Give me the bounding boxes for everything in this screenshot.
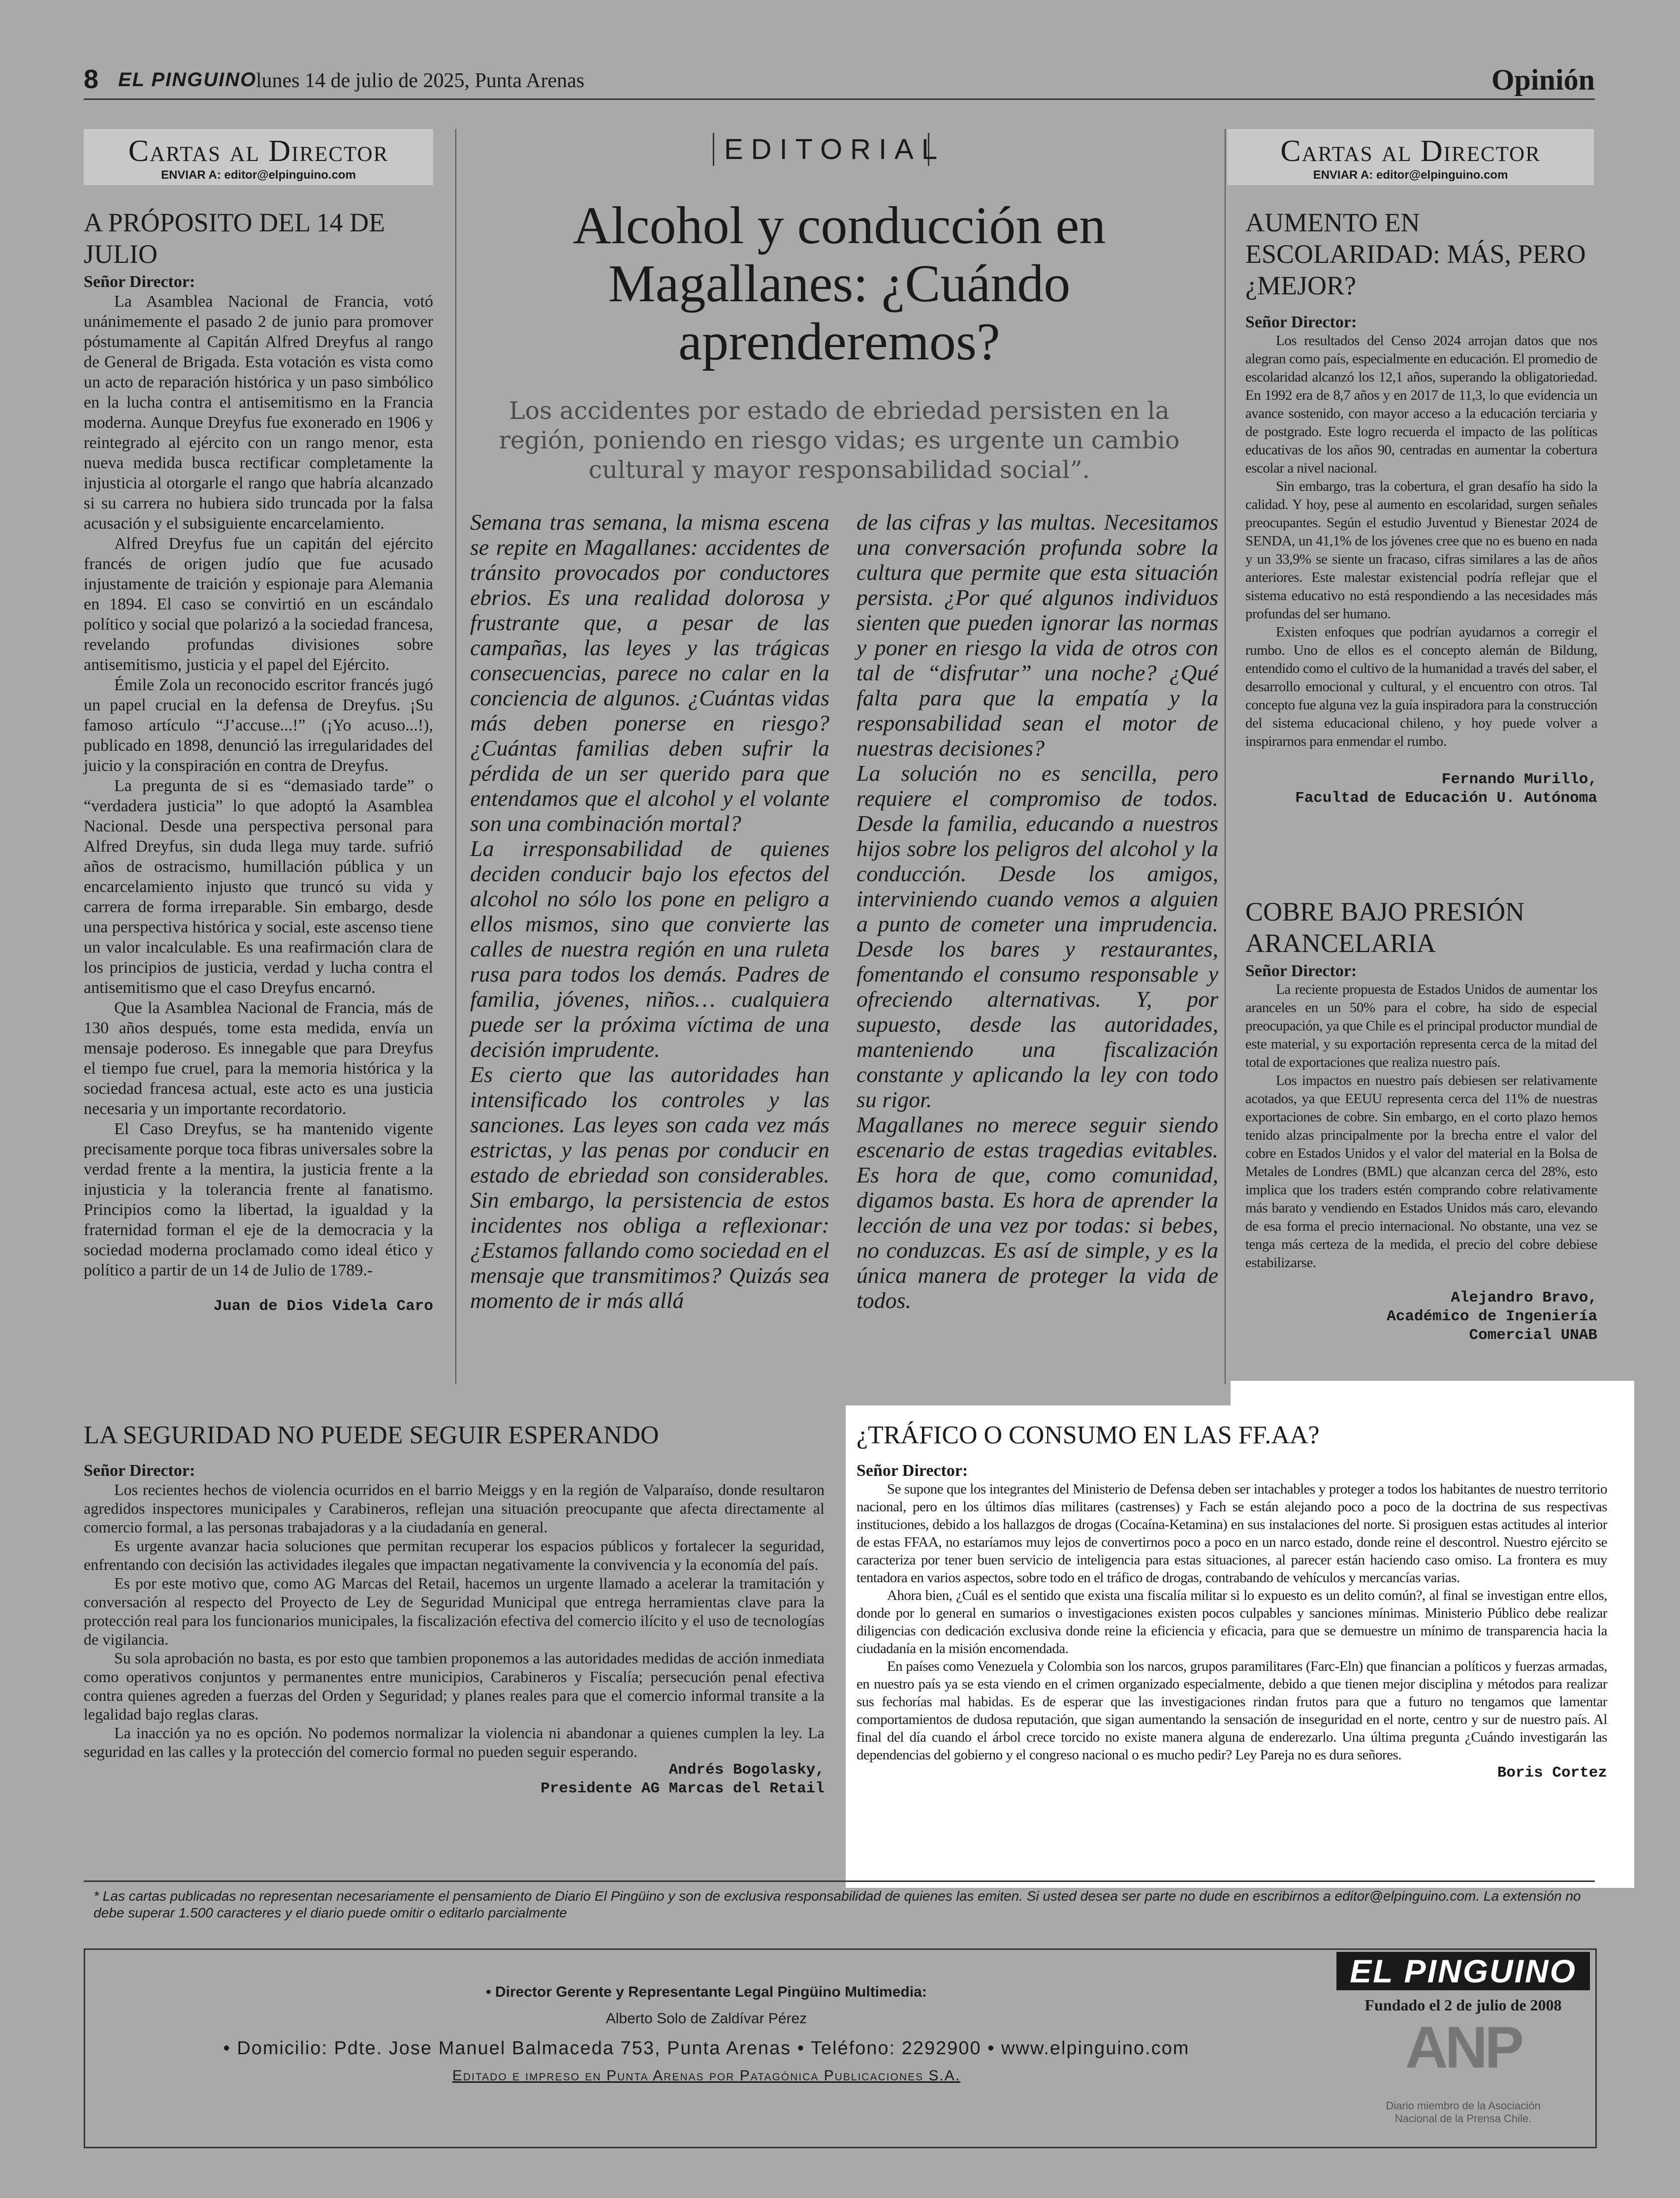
founded-date: Fundado el 2 de julio de 2008: [1364, 1996, 1562, 2014]
paragraph: Alfred Dreyfus fue un capitán del ejército francés de origen judío que fue acusado injustamente de traición y espionaje para Alemania en 1894. El caso se convirtió en un escándalo político y social que polarizó a la sociedad francesa, revelando profundas divisiones sobre antisemitismo, justicia y el papel del Ejército.: [84, 535, 433, 674]
paragraph: Sin embargo, tras la cobertura, el gran desafío ha sido la calidad. Y hoy, pese al aumento en escolaridad, surgen señales preocupantes. Según el estudio Juventud y Bienestar 2024 de SENDA, un 41,1% de los jóvenes cree que no es bueno en nada y un 33,9% se siente un fracaso, cifras similares a las de años anteriores. Este malestar existencial podría reflejar que el sistema educativo no está respondiendo a las necesidades más profundas del ser humano.: [1245, 478, 1597, 622]
footer-printed-by: Editado e impreso en Punta Arenas por Patagónica Publicaciones S.A.: [452, 2068, 961, 2084]
cartas-header-left: [84, 129, 433, 185]
column-divider: [1225, 129, 1226, 1384]
signature-name: Andrés Bogolasky,: [668, 1761, 824, 1779]
editorial-headline: Alcohol y conducción en Magallanes: ¿Cuándo aprenderemos?: [572, 196, 1106, 371]
anp-logo-icon: ANP: [1405, 2014, 1522, 2080]
signature-line: Comercial UNAB: [1469, 1327, 1597, 1344]
salutation: Señor Director:: [84, 273, 195, 291]
column-divider: [455, 129, 456, 1384]
page-number: 8: [84, 64, 99, 94]
letter-body: [856, 1480, 1607, 1764]
signature: [84, 1761, 824, 1798]
salutation: Señor Director:: [1245, 313, 1357, 331]
paragraph: Semana tras semana, la misma escena se repite en Magallanes: accidentes de tránsito provocados por conductores ebrios. Es una realidad dolorosa y frustrante que, a pesar de las campañas, las leyes y las trágicas consecuencias, parece no calar en la conciencia de algunos. ¿Cuántas vidas más deben ponerse en riesgo? ¿Cuántas familias deben sufrir la pérdida de un ser querido para que entendamos que el alcohol y el volante son una combinación mortal?: [470, 510, 829, 836]
paragraph: Ahora bien, ¿Cuál es el sentido que exista una fiscalía militar si lo expuesto es un delito común?, al final se investigan entre ellos, donde por lo general en sumarios o investigaciones existen pocos culpables y sanciones mínimas. Ministerio Público debe realizar diligencias con dedicación exclusiva donde reine la eficiencia y eficacia, para que se demuestre un mínimo de transparencia hacia la ciudadanía en la misión encomendada.: [856, 1588, 1607, 1656]
paragraph: Que la Asamblea Nacional de Francia, más de 130 años después, tome esta medida, envía un mensaje poderoso. Es innegable que para Dreyfus el tiempo fue cruel, para la memoria histórica y la sociedad francesa actual, este acto es una justicia necesaria y un importante recordatorio.: [84, 999, 433, 1118]
footer-director-name: Alberto Solo de Zaldívar Pérez: [605, 2010, 807, 2027]
paragraph: Su sola aprobación no basta, es por esto que tambien proponemos a las autoridades medidas de acción inmediata como operativos conjuntos y permanentes entre municipios, Carabineros y Fiscalía; persecución penal efectiva contra quienes agreden a fuerzas del Orden y Seguridad; y planes reales para que el comercio informal transite a la legalidad bajo reglas claras.: [84, 1649, 824, 1723]
letter-body: [84, 291, 433, 1280]
signature-role: Facultad de Educación U. Autónoma: [1295, 790, 1597, 807]
paragraph: Los recientes hechos de violencia ocurridos en el barrio Meiggs y en la región de Valparaíso, donde resultaron agredidos inspectores municipales y Carabineros, reflejan una situación preocupante que afecta directamente al comercio formal, a las personas trabajadoras y a la ciudadanía en general.: [84, 1481, 824, 1536]
letter-title: COBRE BAJO PRESIÓN ARANCELARIA: [1245, 897, 1525, 958]
paragraph: Es urgente avanzar hacia soluciones que permitan recuperar los espacios públicos y fortalecer la seguridad, enfrentando con decisión las actividades ilegales que impactan negativamente la convivencia y la economía del país.: [84, 1537, 824, 1573]
signature: [1245, 1289, 1597, 1345]
anp-caption-line: Nacional de la Prensa Chile.: [1395, 2112, 1532, 2125]
section-title: Opinión: [1491, 64, 1595, 96]
brand-logo: EL PINGUINO: [1336, 1952, 1590, 1990]
paragraph: Los impactos en nuestro país debiesen ser relativamente acotados, ya que EEUU representa cerca del 11% de nuestras exportaciones de cobre. Sin embargo, en el corto plazo hemos tenido alzas principalmente por la brecha entre el valor del cobre en Estados Unidos y el valor del material en la Bolsa de Metales de Londres (BML) que alcanzan cerca del 28%, esto implica que los traders estén comprando cobre relativamente más barato y vendiendo en Estados Unidos más caro, elevando de esa forma el precio internacional. No obstante, una vez se tenga más certeza de la medida, el precio del cobre debiese estabilizarse.: [1245, 1073, 1597, 1271]
dateline: lunes 14 de julio de 2025, Punta Arenas: [256, 69, 585, 92]
signature: Boris Cortez: [1497, 1764, 1607, 1782]
signature: [1245, 770, 1597, 808]
letter-title: LA SEGURIDAD NO PUEDE SEGUIR ESPERANDO: [84, 1421, 659, 1449]
salutation: Señor Director:: [856, 1462, 968, 1480]
paragraph: La inacción ya no es opción. No podemos normalizar la violencia ni abandonar a quienes cumplen la ley. La seguridad en las calles y la protección del comercio formal no pueden seguir esperando.: [84, 1724, 824, 1760]
footer-director-label: • Director Gerente y Representante Legal Pingüino Multimedia:: [486, 1984, 927, 2000]
letter-body: [1245, 332, 1597, 751]
paragraph: La reciente propuesta de Estados Unidos de aumentar los aranceles en un 50% para el cobre, ha sido de especial preocupación, ya que Chile es el principal productor mundial de este material, y su exportación representa cerca de la mitad del total de exportaciones que realiza nuestro país.: [1245, 982, 1597, 1070]
cartas-header-right: [1227, 129, 1594, 185]
paragraph: Se supone que los integrantes del Ministerio de Defensa deben ser intachables y proteger a todos los habitantes de nuestro territorio nacional, pero en los últimos días militares (castrenses) y Fach se están alejando poco a poco de la doctrina de sus respectivas instituciones, debido a los hallazgos de drogas (Cocaína-Ketamina) en sus instalaciones del norte. Si prosiguen estas actitudes al interior de estas FFAA, no estaríamos muy lejos de convertirnos poco a poco en un narco estado, donde reine el descontrol. Nuestro ejército se caracteriza por tener buen servicio de inteligencia para estas situaciones, al parecer están haciendo caso omiso. La frontera es muy tentadora en varios aspectos, sobre todo en el tráfico de drogas, contrabando de vehículos y mercancías varias.: [856, 1481, 1607, 1586]
letter-title: ¿TRÁFICO O CONSUMO EN LAS FF.AA?: [856, 1421, 1320, 1449]
paragraph: La pregunta de si es “demasiado tarde” o “verdadera justicia” lo que adoptó la Asamblea Nacional. Desde una perspectiva personal para Alfred Dreyfus, sin duda llega muy tarde. sufrió años de ostracismo, humillación pública y un encarcelamiento injusto que truncó su vida y carrera de forma irreparable. Sin embargo, desde una perspectiva histórica y social, este ascenso tiene un valor incalculable. Es una reafirmación clara de los principios de justicia, verdad y lucha contra el antisemitismo que el caso Dreyfus encarnó.: [84, 777, 433, 997]
letter-escolaridad: [1245, 207, 1597, 808]
header-brand: EL PINGUINO: [118, 69, 257, 91]
letter-trafico-box: [846, 1405, 1634, 1888]
paragraph: Es cierto que las autoridades han intensificado los controles y las sanciones. Las leyes son cada vez más estrictas, y las penas por conducir en estado de ebriedad son considerables. Sin embargo, la persistencia de estos incidentes nos obliga a reflexionar: ¿Estamos fallando como sociedad en el mensaje que transmitimos? Quizás sea momento de ir más allá: [470, 1062, 829, 1313]
paragraph: Existen enfoques que podrían ayudarnos a corregir el rumbo. Uno de ellos es el concepto alemán de Bildung, entendido como el cultivo de la humanidad a través del saber, el desarrollo emocional y cultural, y el encuentro con otros. Tal concepto fue alguna vez la guía inspiradora para la construcción del sistema educacional chileno, y hoy puede volver a inspirarnos para enmendar el rumbo.: [1245, 624, 1597, 749]
letter-trafico: [856, 1420, 1607, 1783]
disclaimer-footnote: * Las cartas publicadas no representan necesariamente el pensamiento de Diario El Pingüino y son de exclusiva responsabilidad de quienes las emiten. Si usted desea ser parte no dude en escribirnos a editor@elpinguino.com. La extensión no debe superar 1.500 caracteres y el diario puede omitir o editarlo parcialmente: [94, 1888, 1581, 1920]
paragraph: Es por este motivo que, como AG Marcas del Retail, hacemos un urgente llamado a acelerar la tramitación y conversación al respecto del Proyecto de Ley de Seguridad Municipal que entrega herramientas clave para la protección real para los funcionarios municipales, la fiscalización efectiva del comercio ilícito y el uso de tecnologías de vigilancia.: [84, 1574, 824, 1648]
cartas-title: Cartas al Director: [1280, 134, 1541, 168]
paragraph: de las cifras y las multas. Necesitamos una conversación profunda sobre la cultura que permite que esta situación persista. ¿Por qué algunos individuos sienten que pueden ignorar las normas y poner en riesgo la vida de otros con tal de “disfrutar” una noche? ¿Qué falta para que la empatía y la responsabilidad sean el motor de nuestras decisiones?: [856, 510, 1218, 761]
editorial-column-1: [470, 510, 829, 1313]
signature: Juan de Dios Videla Caro: [213, 1298, 433, 1315]
cartas-send-to[interactable]: ENVIAR A: editor@elpinguino.com: [1313, 168, 1508, 182]
signature-line: Académico de Ingeniería: [1387, 1308, 1597, 1325]
letter-body: [84, 1480, 824, 1761]
salutation: Señor Director:: [1245, 962, 1357, 980]
paragraph: Los resultados del Censo 2024 arrojan datos que nos alegran como país, especialmente en educación. El promedio de escolaridad alcanzó los 12,1 años, superando la obligatoriedad. En 1992 era de 8,7 años y en 2017 de 11,3, lo que evidencia un avance sostenido, con mayor acceso a la educación terciaria y de postgrado. Este logro recuerda el impacto de las políticas educativas de los años 90, centradas en aumentar la cobertura escolar a nivel nacional.: [1245, 333, 1597, 476]
paragraph: Émile Zola un reconocido escritor francés jugó un papel crucial en la defensa de Dreyfus. ¡Su famoso artículo “J’accuse...!” (¡Yo acuso...!), publicado en 1898, denunció las irregularidades del juicio y la conspiración en contra de Dreyfus.: [84, 676, 433, 775]
letter-dreyfus: [84, 207, 433, 1316]
paragraph: En países como Venezuela y Colombia son los narcos, grupos paramilitares (Farc-Eln) que financian a políticos y fuerzas armadas, en nuestro país ya se esta viendo en el crimen organizado especialmente, debido a que tienen mejor disciplina y métodos para realizar sus fechorías mal habidas. Es de esperar que las investigaciones rindan frutos para que a futuro no tengamos que lamentar comportamientos de dudosa reputación, que sigan aumentando la sensación de inseguridad en el norte, centro y sur de nuestro país. Al final del día cuando el árbol crece torcido no existe manera alguna de enderezarlo. Una última pregunta ¿Cuándo investigarán las dependencias del gobierno y el congreso nacional o es mucho pedir? Ley Pareja no es dura señores.: [856, 1658, 1607, 1763]
signature-name: Fernando Murillo,: [1441, 771, 1597, 788]
letter-body: [1245, 981, 1597, 1272]
footer-address[interactable]: • Domicilio: Pdte. Jose Manuel Balmaceda 753, Punta Arenas • Teléfono: 2292900 • www.elpinguino.com: [223, 2038, 1190, 2059]
salutation: Señor Director:: [84, 1462, 195, 1480]
anp-caption: [1336, 2100, 1590, 2125]
editorial-deck: Los accidentes por estado de ebriedad persisten en la región, poniendo en riesgo vidas; es urgente un cambio cultural y mayor responsabilidad social”.: [499, 397, 1180, 484]
paragraph: La Asamblea Nacional de Francia, votó unánimemente el pasado 2 de junio para promover póstumamente al Capitán Alfred Dreyfus al rango de General de Brigada. Esta votación es vista como un acto de reparación histórica y un paso simbólico en la lucha contra el antisemitismo en la Francia moderna. Aunque Dreyfus fue exonerado en 1906 y reintegrado al ejército con un rango menor, esta nueva medida busca rectificar completamente la injusticia al otorgarle el rango que habría alcanzado si su carrera no hubiera sido truncada por la falsa acusación y el subsiguiente encarcelamiento.: [84, 292, 433, 533]
letter-title: A PRÓPOSITO DEL 14 DE JULIO: [84, 208, 385, 269]
paragraph: La irresponsabilidad de quienes deciden conducir bajo los efectos del alcohol no sólo los pone en peligro a ellos mismos, sino que convierte las calles de nuestra región en una ruleta rusa para todos los demás. Padres de familia, jóvenes, niños… cualquiera puede ser la próxima víctima de una decisión imprudente.: [470, 836, 829, 1062]
letter-title: AUMENTO EN ESCOLARIDAD: MÁS, PERO ¿MEJOR?: [1245, 208, 1586, 300]
cartas-title: Cartas al Director: [128, 134, 389, 168]
letter-seguridad: [84, 1420, 824, 1798]
letter-cobre: [1245, 896, 1597, 1345]
anp-caption-line: Diario miembro de la Asociación: [1386, 2100, 1541, 2112]
signature-line: Alejandro Bravo,: [1451, 1289, 1597, 1306]
editorial-label: [713, 133, 946, 166]
cartas-send-to[interactable]: ENVIAR A: editor@elpinguino.com: [161, 168, 356, 182]
editorial-column-2: [856, 510, 1218, 1313]
signature-role: Presidente AG Marcas del Retail: [540, 1780, 824, 1797]
paragraph: La solución no es sencilla, pero requiere el compromiso de todos. Desde la familia, educando a nuestros hijos sobre los peligros del alcohol y la conducción. Desde los amigos, interviniendo cuando vemos a alguien a punto de cometer una imprudencia. Desde los bares y restaurantes, fomentando el consumo responsable y ofreciendo alternativas. Y, por supuesto, desde las autoridades, manteniendo una fiscalización constante y aplicando la ley con todo su rigor.: [856, 761, 1218, 1112]
editorial-label-text: EDITORIAL: [713, 133, 929, 166]
footnote-rule: [84, 1880, 1595, 1882]
paragraph: Magallanes no merece seguir siendo escenario de estas tragedias evitables. Es hora de que, como comunidad, digamos basta. Es hora de aprender la lección de una vez por todas: si bebes, no conduzcas. Es así de simple, y es la única manera de proteger la vida de todos.: [856, 1112, 1218, 1313]
paragraph: El Caso Dreyfus, se ha mantenido vigente precisamente porque toca fibras universales sobre la verdad frente a la mentira, la justicia frente a la injusticia y la tolerancia frente al fanatismo. Principios como la libertad, la igualdad y la fraternidad forman el eje de la democracia y la sociedad moderna proclamado como ideal ético y político a partir de un 14 de Julio de 1789.-: [84, 1120, 433, 1279]
